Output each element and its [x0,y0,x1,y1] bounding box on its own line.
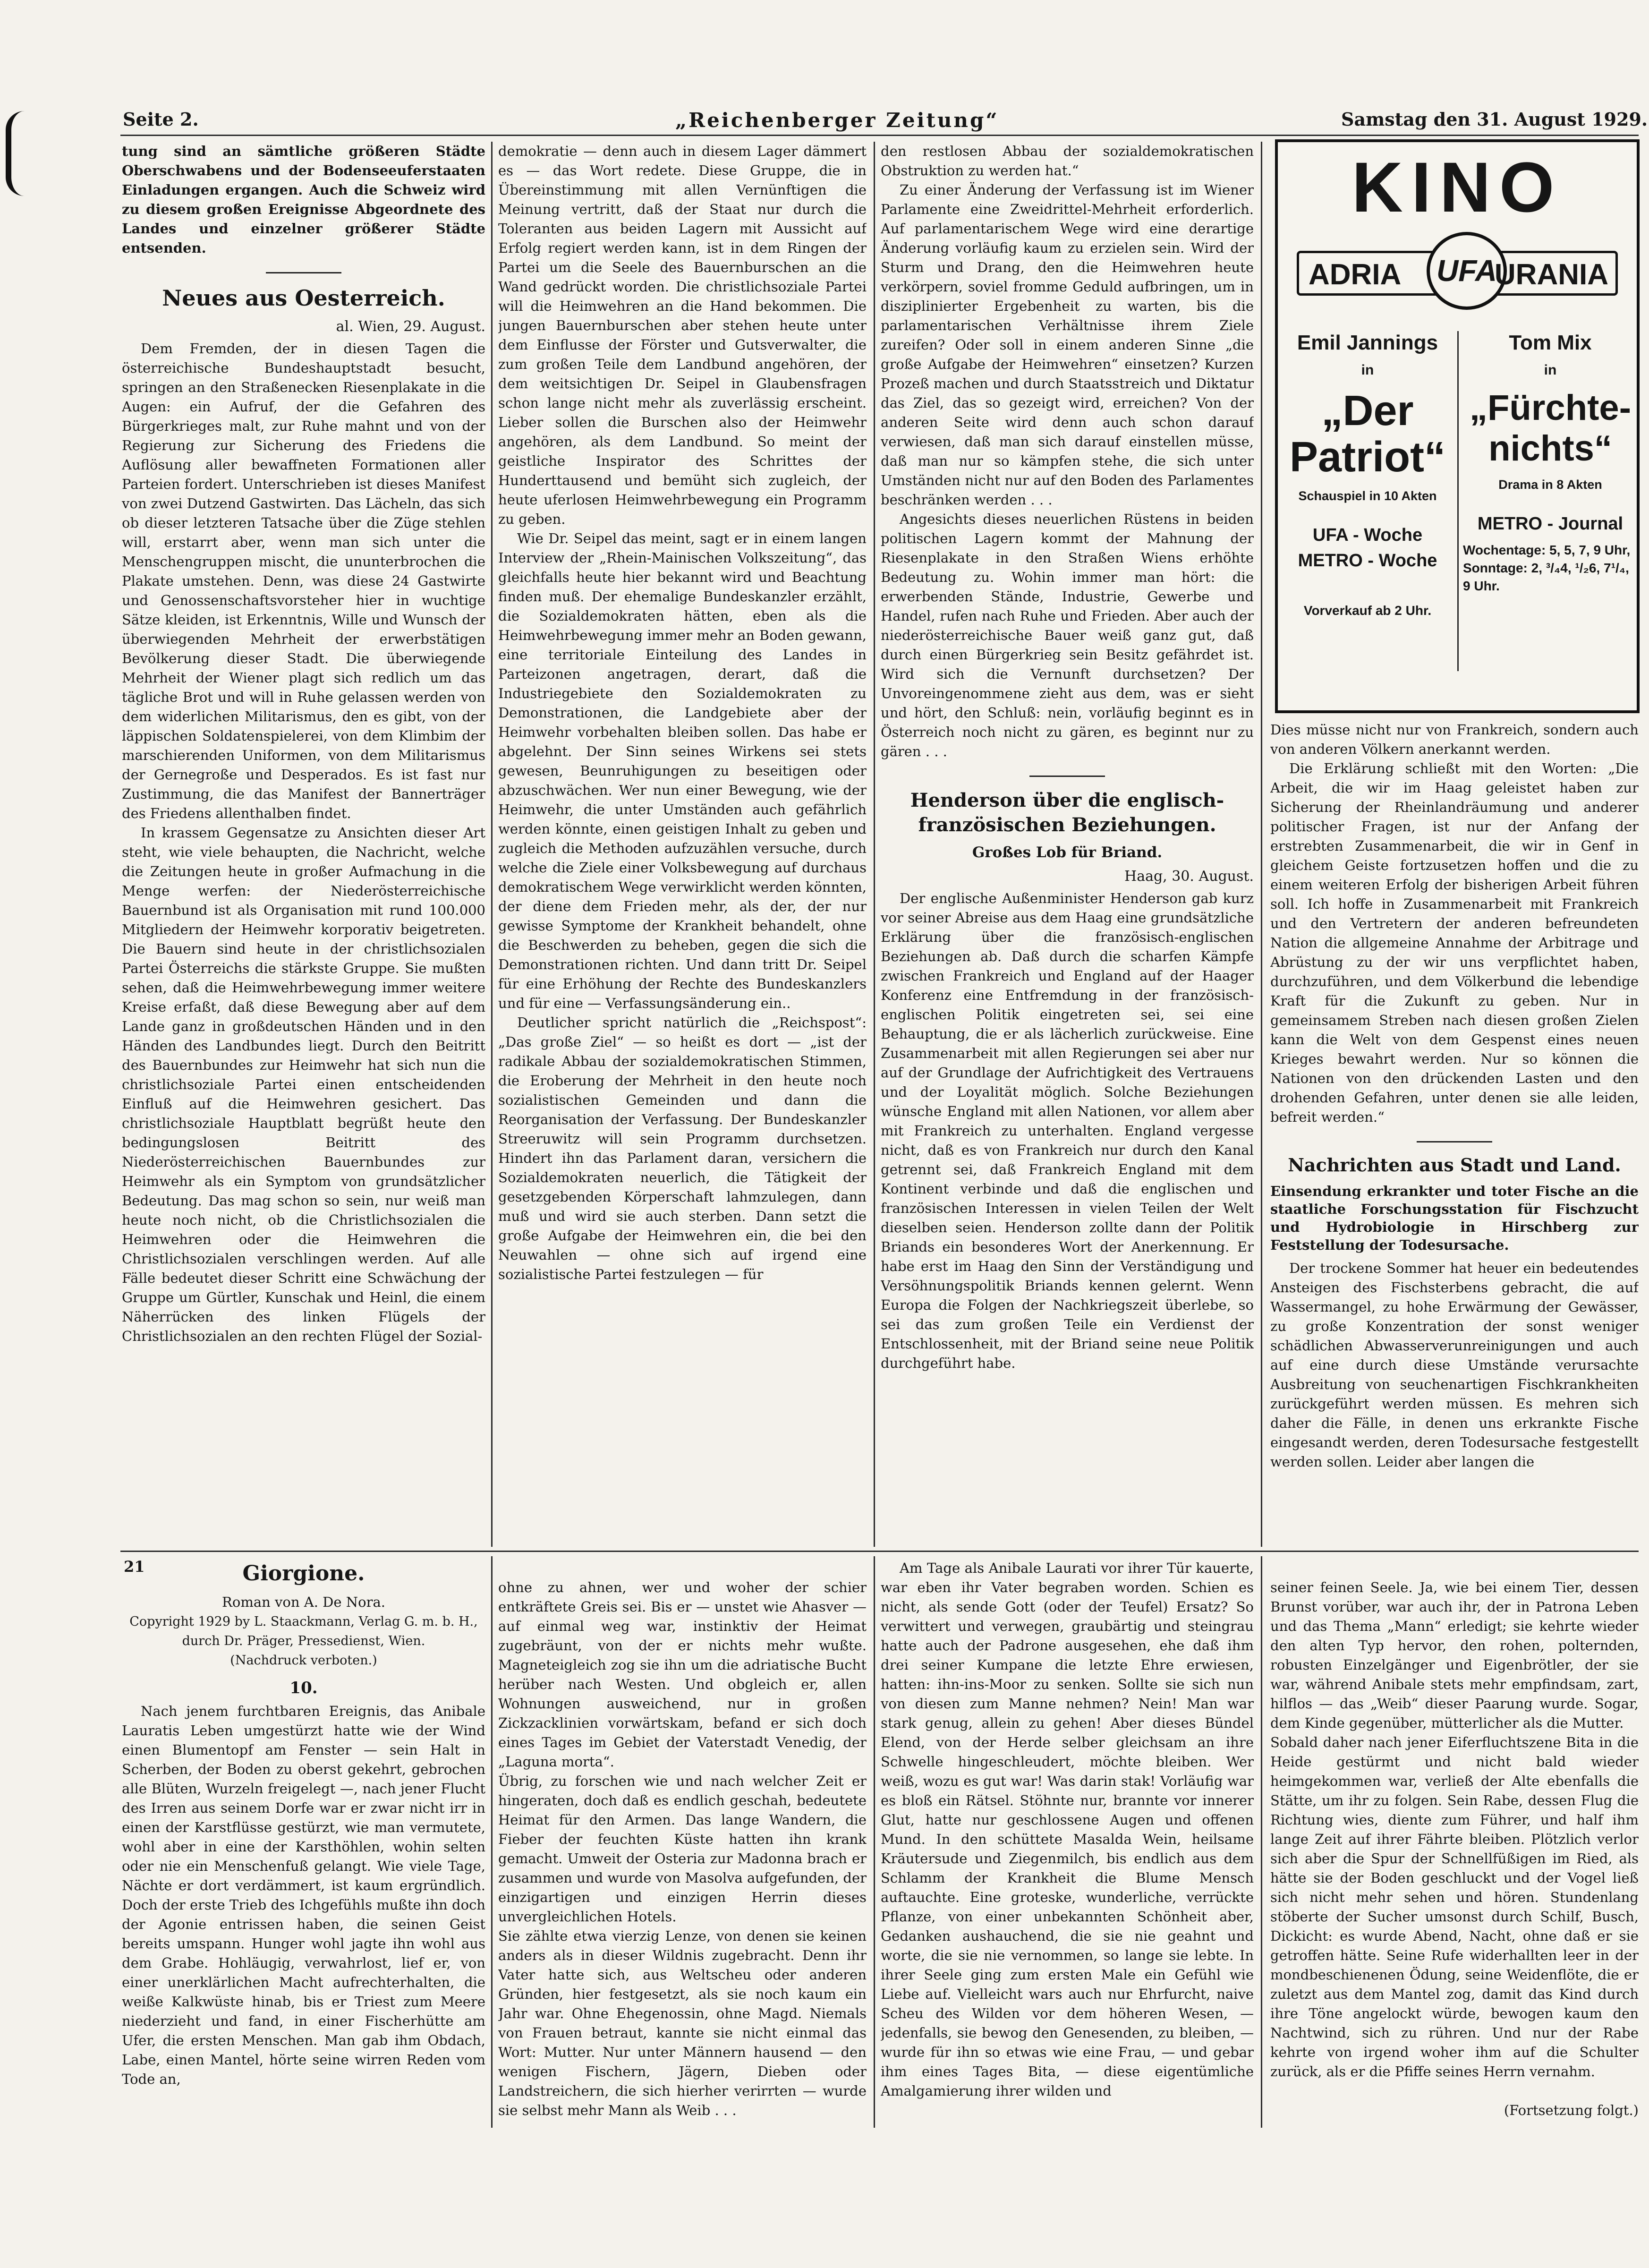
column-rule [491,142,493,1547]
feuilleton-rule [120,1551,1639,1552]
paragraph: Der trockene Sommer hat heuer ein bedeutendes Ansteigen des Fischsterbens gebracht, die auf Wassermangel, zu hohe Erwärmung der Gewässer, zu große Konzentration der sonst weniger schädlichen Abwasserverunreinigungen und auch auf eine durch diese Umstände verursachte Ausbreitung von seuchenartigen Fischkrankheiten zurückgeführt werden müssen. Es mehren sich daher die Fälle, in denen uns erkrankte Fische eingesandt werden, deren Todesursache festgestellt werden sollen. Leider aber langen die [1270,1260,1639,1470]
article-column-2 [498,142,867,1547]
separator [1029,776,1105,777]
article-column-1 [122,142,485,1547]
paragraph: Der englische Außenminister Henderson gab kurz vor seiner Abreise aus dem Haag eine grundsätzliche Erklärung über die französisch-englischen Beziehungen ab. Daß durch die scharfen Kämpfe zwischen Frankreich und England auf der Haager Konferenz eine Entfremdung in der französisch-englischen Politik eingetreten sei, sei eine Behauptung, die er als lächerlich zurückweise. Eine Zusammenarbeit mit allen Regierungen sei aber nur auf der Grundlage der Aufrichtigkeit des Vertrauens und der Loyalität möglich. Solche Beziehungen wünsche England mit allen Nationen, vor allem aber mit Frankreich zu unterhalten. England vergesse nicht, daß es von Frankreich nur durch den Kanal getrennt sei, daß Frankreich England mit dem Kontinent verbinde und daß die englischen und französischen Interessen in vielen Teilen der Welt dieselben seien. Henderson zollte dann der Politik Briands ein besonderes Wort der Anerkennung. Er habe erst im Haag den Sinn der Verständigung und Versöhnungspolitik Briands kennen gelernt. Wenn Europa die Folgen der Nachkriegszeit überlebe, so sei das zum großen Teile ein Verdienst der Entschlossenheit, mit der Briand seine neue Politik durchgeführt habe. [881,890,1254,1371]
novel-column-1 [122,1559,485,2125]
actor-name: Tom Mix [1509,331,1592,354]
issue-date: Samstag den 31. August 1929. [1341,109,1648,130]
actor-name: Emil Jannings [1297,331,1438,354]
theater-adria: ADRIA [1309,258,1402,291]
article-title-austria: Neues aus Oesterreich. [162,285,445,311]
intro-paragraph: tung sind an sämtliche größeren Städte Oberschwabens und der Bodenseeuferstaaten Einladungen ergangen. Auch die Schweiz wird zu diesem großen Ereignisse Abgeordnete des Landes und einzelner größerer Städte entsenden. [122,143,485,256]
film-title: „Fürchte-nichts“ [1470,388,1631,469]
cinema-advertisement [1275,139,1640,713]
article-column-3 [881,142,1254,1547]
header-rule [120,135,1639,136]
installment-number: 21 [124,1558,145,1576]
ad-title: KINO [1352,147,1563,227]
film-title: „Der Patriot“ [1289,387,1446,481]
in-label: in [1361,362,1374,378]
ufa-logo-icon: UFA [1427,232,1507,310]
newsreel: UFA - Woche [1312,525,1423,545]
novel-title: Giorgione. [242,1561,365,1586]
column-rule [1261,142,1262,1547]
separator [266,272,341,273]
paragraph: Wie Dr. Seipel das meint, sagt er in einem langen Interview der „Rhein-Mainischen Volkszeitung“, das gleichfalls heute hier bekannt wird und Beachtung finden muß. Der ehemalige Bundeskanzler erzählt, die Sozialdemokraten hätten, eben als die Heimwehrbewegung immer mehr an Boden gewann, eine territoriale Einteilung des Landes in Parteizonen angetragen, derart, daß die Industriegebiete den Sozialdemokraten zu Demonstrationen, die Landgebiete aber der Heimwehr vorbehalten bleiben sollen. Das habe er abgelehnt. Der Sinn seines Wirkens sei stets gewesen, Beunruhigungen zu beseitigen oder abzuschwächen. Wer nun einer Bewegung, wie der Heimwehr, die unter Umständen auch gefährlich werden könnte, einen geistigen Inhalt zu geben und zugleich die Methoden aufzuzählen versuche, durch welche die Ziele einer Volksbewegung auf durchaus demokratischem Wege verwirklicht werden könnten, der diene dem Frieden mehr, als der, der nur gewisse Symptome der Krankheit behandelt, ohne die Beschwerden zu beheben, gegen die sich die Demonstrationen richten. Und dann tritt Dr. Seipel für eine Erhöhung der Rechte des Bundeskanzlers und für eine — Verfassungsänderung ein.. [498,530,867,1011]
theater-banner [1297,232,1618,310]
newspaper-title: „Reichenberger Zeitung“ [675,109,999,132]
page-edge-mark [6,111,25,196]
article-title-henderson: Henderson über die englisch-französischen Beziehungen. [910,789,1224,836]
paragraph: Am Tage als Anibale Laurati vor ihrer Tür kauerte, war eben ihr Vater begraben worden. Schien es nicht, als sende Gott (oder der Teufel) Ersatz? So verwittert und verwegen, graubärtig und steingrau hatte auch der Padrone ausgesehen, ehe daß ihm drei seiner Kumpane die letzte Ehre erwiesen, hatten: ihn-ins-Moor zu senken. Sollte sie sich nun von diesen zum Manne nehmen? Nein! Man war stark genug, allein zu gehen! Aber dieses Bündel Elend, von der Herde selber gleichsam an ihre Schwelle hingeschleudert, möchte bleiben. Wer weiß, wozu es gut war! Was darin stak! Vorläufig war es bloß ein Rätsel. Stöhnte nur, brannte vor innerer Glut, hatte nur geschlossene Augen und offenen Mund. In den schüttete Masalda Wein, heilsame Kräutersude und Ziegenmilch, bis endlich aus dem Schlamm der Krankheit die Blume Mensch auftauchte. Eine groteske, wunderliche, verrückte Pflanze, von einer unbekannten Schönheit aber, Gedanken aushauchend, die sie nie geahnt und worte, die sie nie vernommen, so lange sie lebte. In ihrer Seele ging zum ersten Male ein Gefühl wie Liebe auf. Vielleicht wars auch nur Ehrfurcht, naive Scheu des Wilden vor dem höheren Wesen, — jedenfalls, sie bewog den Genesenden, zu bleiben, — wurde für ihn so etwas wie eine Frau, — und gebar ihm eines Tages Bita, — diese eigentümliche Amalgamierung ihrer wilden und [881,1560,1254,2099]
separator [1417,1141,1492,1143]
film-right [1463,331,1638,595]
showtimes: Wochentage: 5, 5, 7, 9 Uhr, Sonntage: 2, ³/₄4, ¹/₂6, 7¹/₄, 9 Uhr. [1463,543,1631,593]
paragraph: Angesichts dieses neuerlichen Rüstens in beiden politischen Lagern kommt der Mahnung der Riesenplakate in den Straßen Wiens erhöhte Bedeutung zu. Wohin immer man hört: die erwerbenden Stände, Industrie, Gewerbe und Handel, rufen nach Ruhe und Frieden. Aber auch der niederösterreichische Bauer weiß ganz gut, daß durch einen Bürgerkrieg sein Besitz gefährdet ist. Wird sich die Vernunft durchsetzen? Der Unvoreingenommene zieht aus dem, was er sieht und hört, den Schluß: nein, vorläufig beginnt es in Österreich noch nicht zu gären, es beginnt nur zu gären . . . [881,511,1254,759]
column-rule [1261,1556,1262,2128]
page-number: Seite 2. [123,109,199,130]
column-rule [874,1556,875,2128]
paragraph: seiner feinen Seele. Ja, wie bei einem Tier, dessen Brunst vorüber, war auch ihr, der in Patrona Leben und das Thema „Mann“ erledigt; sie kehrte wieder den alten Typ hervor, den rohen, polternden, robusten Einzelgänger und Eigenbrötler, der sie war, während Anibale stets mehr empfindsam, zart, hilflos — das „Weib“ dieser Paarung wurde. Sogar, dem Kinde gegenüber, mütterlicher als die Mutter. Sobald daher nach jener Eiferfluchtszene Bita in die Heide gestürmt und nicht bald wieder heimgekommen war, verließ der Alte ebenfalls die Stätte, um ihr zu folgen. Sein Rabe, dessen Flug die Richtung wies, diente zum Führer, und half ihm lange Zeit auf ihrer Fährte bleiben. Plötzlich verlor sich aber die Spur der Schnellfüßigen im Ried, als hätte sie der Boden geschluckt und der Vogel ließ sich nicht mehr sehen und hören. Stundenlang stöberte der Sucher umsonst durch Schilf, Busch, Dickicht: es wurde Abend, Nacht, ohne daß er sie getroffen hätte. Seine Rufe widerhallten leer in der mondbeschienenen Ödung, seine Weidenflöte, die er zuletzt aus dem Mantel zog, damit das Kind durch ihre Töne angelockt würde, bewogen kaum den Nachtwind, sich zu rühren. Und nur der Rabe kehrte von irgend woher ihm auf die Schulter zurück, als er die Pfiffe seines Herrn vernahm. [1270,1579,1639,2080]
copyright-notice: Copyright 1929 by L. Staackmann, Verlag G. m. b. H., durch Dr. Präger, Pressedienst, Wien. [129,1614,478,1648]
paragraph: Deutlicher spricht natürlich die „Reichspost“: „Das große Ziel“ — so heißt es dort — „ist der radikale Abbau der sozialdemokratischen Stimmen, die Eroberung der Mehrheit in den heute noch sozialistischen Gemeinden und dann die Reorganisation der Verfassung. Der Bundeskanzler Streeruwitz will sein Programm durchsetzen. Hindert ihn das Parlament daran, versichern die Sozialdemokraten neuerlich, die Tätigkeit der gesetzgebenden Körperschaft lahmzulegen, dann muß und wird sie auch sterben. Dann setzt die große Aufgabe der Heimwehren ein, die bei den Neuwahlen — ohne sich auf irgend eine sozialistische Partei festzulegen — für [498,1015,867,1282]
novel-column-2 [498,1559,867,2125]
film-left [1280,331,1455,620]
paragraph: den restlosen Abbau der sozialdemokratischen Obstruktion zu werden hat.“ [881,143,1254,179]
paragraph: In krassem Gegensatze zu Ansichten dieser Art steht, wie viele behaupten, die Nachricht, welche die Zeitungen heute in großer Aufmachung in die Menge werfen: der Niederösterreichische Bauernbund ist als Organisation mit rund 100.000 Mitgliedern der Heimwehr korporativ beigetreten. Die Bauern sind heute in der christlichsozialen Partei Österreichs die stärkste Gruppe. Sie mußten sehen, daß die Heimwehrbewegung immer weitere Kreise erfaßt, daß diese Bewegung aber auf dem Lande ganz in großdeutschen Händen und in den Händen des Landbundes liegt. Durch den Beitritt des Bauernbundes zur Heimwehr hat sich nun die christlichsoziale Partei einen entscheidenden Einfluß auf die Heimwehren gesichert. Das christlichsoziale Hauptblatt begrüßt heute den bedingungslosen Beitritt des Niederösterreichischen Bauernbundes zur Heimwehr als ein Symptom von grundsätzlicher Bedeutung. Das mag schon so sein, nur weiß man heute noch nicht, ob die Christlichsozialen die Heimwehren oder die Heimwehren die Christlichsozialen verschlingen werden. Auf alle Fälle bedeutet dieser Schritt eine Schwächung der Gruppe um Gürtler, Kunschak und Heinl, die einem Näherrücken des linken Flügels der Christlichsozialen an den rechten Flügel der Sozial- [122,825,485,1344]
newsreel: METRO - Journal [1477,514,1624,534]
paragraph: Die Erklärung schließt mit den Worten: „Die Arbeit, die wir im Haag geleistet haben zur Sicherung der Rheinlandräumung und anderer politischer Fragen, ist nur der Anfang der erstrebten Zusammenarbeit, die wir in Genf in gleichem Geiste fortzusetzen hoffen und die zu einem weiteren Erfolg der bisherigen Arbeit führen soll. Ich hoffe in Zusammenarbeit mit Frankreich und den Vertretern der anderen befreundeten Nation die allgemeine Annahme der Arbitrage und Abrüstung zu der wir uns verpflichtet haben, durchzuführen, und dem Völkerbund die lebendige Kraft für die Zukunft zu geben. Nur in gemeinsamem Streben nach diesen großen Zielen kann die Welt von dem Gespenst eines neuen Krieges bewahrt werden. Nur so können die Nationen von den drückenden Lasten und den drohenden Gefahren, unter denen sie alle leiden, befreit werden.“ [1270,760,1639,1125]
novel-column-4 [1270,1559,1639,2125]
column-rule [874,142,875,1547]
reprint-notice: (Nachdruck verboten.) [230,1653,377,1668]
dateline: al. Wien, 29. August. [336,318,485,335]
newsreel: METRO - Woche [1298,551,1437,571]
ad-divider [1457,331,1459,671]
article-subtitle: Großes Lob für Briand. [972,844,1163,861]
paragraph: Zu einer Änderung der Verfassung ist im Wiener Parlamente eine Zweidrittel-Mehrheit erforderlich. Auf parlamentarischem Wege wird eine derartige Änderung vorläufig kaum zu erzielen sein. Wird der Sturm und Drang, den die Heimwehren heute verkörpern, soviel fromme Geduld aufbringen, um in disziplinierter Ergebenheit zu warten, bis die parlamentarischen Verhältnisse ihrem Ziele zureifen? Oder soll in einem anderen Sinne „die große Aufgabe der Heimwehren“ einsetzen? Kurzen Prozeß machen und durch Staatsstreich und Diktatur das Ziel, das so gezeigt wird, erreichen? Von der anderen Seite wird denn auch schon darauf verwiesen, daß man sich darauf einstellen müsse, daß man nur so kämpfen stehe, die sich unter Umständen nicht nur auf den Boden des Parlamentes beschränken werden . . . [881,182,1254,508]
novel-byline: Roman von A. De Nora. [222,1594,385,1610]
paragraph: ohne zu ahnen, wer und woher der schier entkräftete Greis sei. Bis er — unstet wie Ahasver — auf einmal weg war, instinktiv der Heimat zugebräunt, von der er nichts mehr wußte. Magneteigleich zog sie ihn um die adriatische Bucht herüber nach Westen. Und obgleich er, allen Wohnungen ausweichend, nur in großen Zickzacklinien vorwärtskam, befand er sich doch eines Tages im Gebiet der Vaterstadt Venedig, der „Laguna morta“. Übrig, zu forschen wie und nach welcher Zeit er hingeraten, doch daß es endlich geschah, bedeutete Heimat für den Armen. Das lange Wandern, die Fieber der feuchten Küste hatten ihn krank gemacht. Umweit der Osteria zur Madonna brach er zusammen und wurde von Masolva aufgefunden, der einzigartigen und einzigen Herrin dieses unvergleichlichen Hotels. Sie zählte etwa vierzig Lenze, von denen sie keinen anders als in dieser Wildnis zugebracht. Denn ihr Vater hatte sich, aus Weltscheu oder anderen Gründen, hier festgesetzt, als sie noch kaum ein Jahr war. Ohne Ehegenossin, ohne Magd. Niemals von Frauen betraut, kannte sie nicht einmal das Wort: Mutter. Nur unter Männern hausend — den wenigen Fischern, Jägern, Dieben oder Landstreichern, die sich hierher verirrten — wurde sie selbst mehr Mann als Weib . . . [498,1579,867,2118]
presale-info: Vorverkauf ab 2 Uhr. [1303,603,1432,618]
chapter-number: 10. [289,1679,318,1697]
novel-column-3 [881,1559,1254,2125]
paragraph: Dies müsse nicht nur von Frankreich, sondern auch von anderen Völkern anerkannt werden. [1270,722,1639,757]
in-label: in [1544,362,1557,378]
paragraph: demokratie — denn auch in diesem Lager dämmert es — das Wort redete. Diese Gruppe, die in Übereinstimmung mit allen Vernünftigen die Meinung vertritt, daß der Staat nur durch die Toleranten aus beiden Lagern mit Aussicht auf Erfolg regiert werden kann, ist in dem Ringen der Partei um die Seele des Bauernburschen an die Wand gedrückt worden. Die christlichsoziale Partei will die Heimwehren an die Hand bekommen. Die jungen Bauernburschen aber stehen heute unter dem Einflusse der Förster und Gutsverwalter, die zum großen Teile dem Landbund angehören, der dem weitsichtigen Dr. Seipel in Glaubensfragen schon lange nicht mehr als zuverlässig erscheint. Lieber sollen die Burschen also der Heimwehr angehören, als dem Landbund. So meint der geistliche Inspirator des Schrittes der Hunderttausend und bemüht sich zugleich, der heute uferlosen Heimwehrbewegung ein Programm zu geben. [498,143,867,527]
film-genre: Schauspiel in 10 Akten [1298,489,1437,503]
article-column-4 [1270,720,1639,1547]
theater-urania: URANIA [1494,258,1608,291]
paragraph: Nach jenem furchtbaren Ereignis, das Anibale Lauratis Leben umgestürzt hatte wie der Wind einen Blumentopf am Fenster — sein Halt in Scherben, der Boden zu oberst gekehrt, gebrochen alle Blüten, Wurzeln freigelegt —, nach jener Flucht des Irren aus seinem Dorfe war er zwar nicht irr in einen der Karstflüsse gestürzt, wie man vermutete, wohl aber in eine der Karsthöhlen, wohin selten oder nie ein Menschenfuß gelangt. Wie viele Tage, Nächte er dort verdämmert, ist kaum ergründlich. Doch der erste Trieb des Ichgefühls mußte ihn doch der Agonie entrissen haben, die seinen Geist bereits umspann. Hunger wohl jagte ihn wohl aus dem Grabe. Hohläugig, verwahrlost, lief er, von einer unerklärlichen Macht aufrechterhalten, die weiße Kalkwüste hinab, bis er Triest zum Meere niederzieht und fand, in einer Fischerhütte am Ufer, die ersten Menschen. Man gab ihm Obdach, Labe, einen Mantel, hörte seine wirren Reden vom Tode an, [122,1703,485,2087]
column-rule [491,1556,493,2128]
to-be-continued: (Fortsetzung folgt.) [1504,2102,1639,2118]
item-headline: Einsendung erkrankter und toter Fische an die staatliche Forschungsstation für Fischzucht und Hydrobiologie in Hirschberg zur Feststellung der Todesursache. [1270,1183,1639,1253]
dateline: Haag, 30. August. [1124,868,1254,885]
section-title-local-news: Nachrichten aus Stadt und Land. [1288,1154,1621,1176]
film-genre: Drama in 8 Akten [1498,477,1602,492]
paragraph: Dem Fremden, der in diesen Tagen die österreichische Bundeshauptstadt besucht, springen an den Straßenecken Riesenplakate in die Augen: ein Aufruf, der die Gefahren des Bürgerkrieges malt, zur Ruhe mahnt und von der Regierung zur Sicherung des Friedens die Auflösung aller bewaffneten Formationen aller Parteien fordert. Unterschrieben ist dieses Manifest von zwei Dutzend Gastwirten. Das Lächeln, das sich ob dieser letzteren Tatsache über die Züge stehlen will, erstarrt aber, wenn man sich unter die Menschengruppen mischt, die ununterbrochen die Plakate umstehen. Denn, was diese 24 Gastwirte und Genossenschaftsvorsteher hier in wuchtige Sätze kleiden, ist Erkenntnis, Wille und Wunsch der überwiegenden Mehrheit der erwerbstätigen Bevölkerung dieser Stadt. Die überwiegende Mehrheit der Wiener plagt sich redlich um das tägliche Brot und will in Ruhe gelassen werden von dem widerlichen Militarismus, den es gibt, von der läppischen Soldatenspielerei, von dem Klimbim der marschierenden Uniformen, von dem Militarismus der Gernegroße und Desperados. Es ist fast nur Zustimmung, die das Manifest der Bannerträger des Friedens allenthalben findet. [122,341,485,821]
